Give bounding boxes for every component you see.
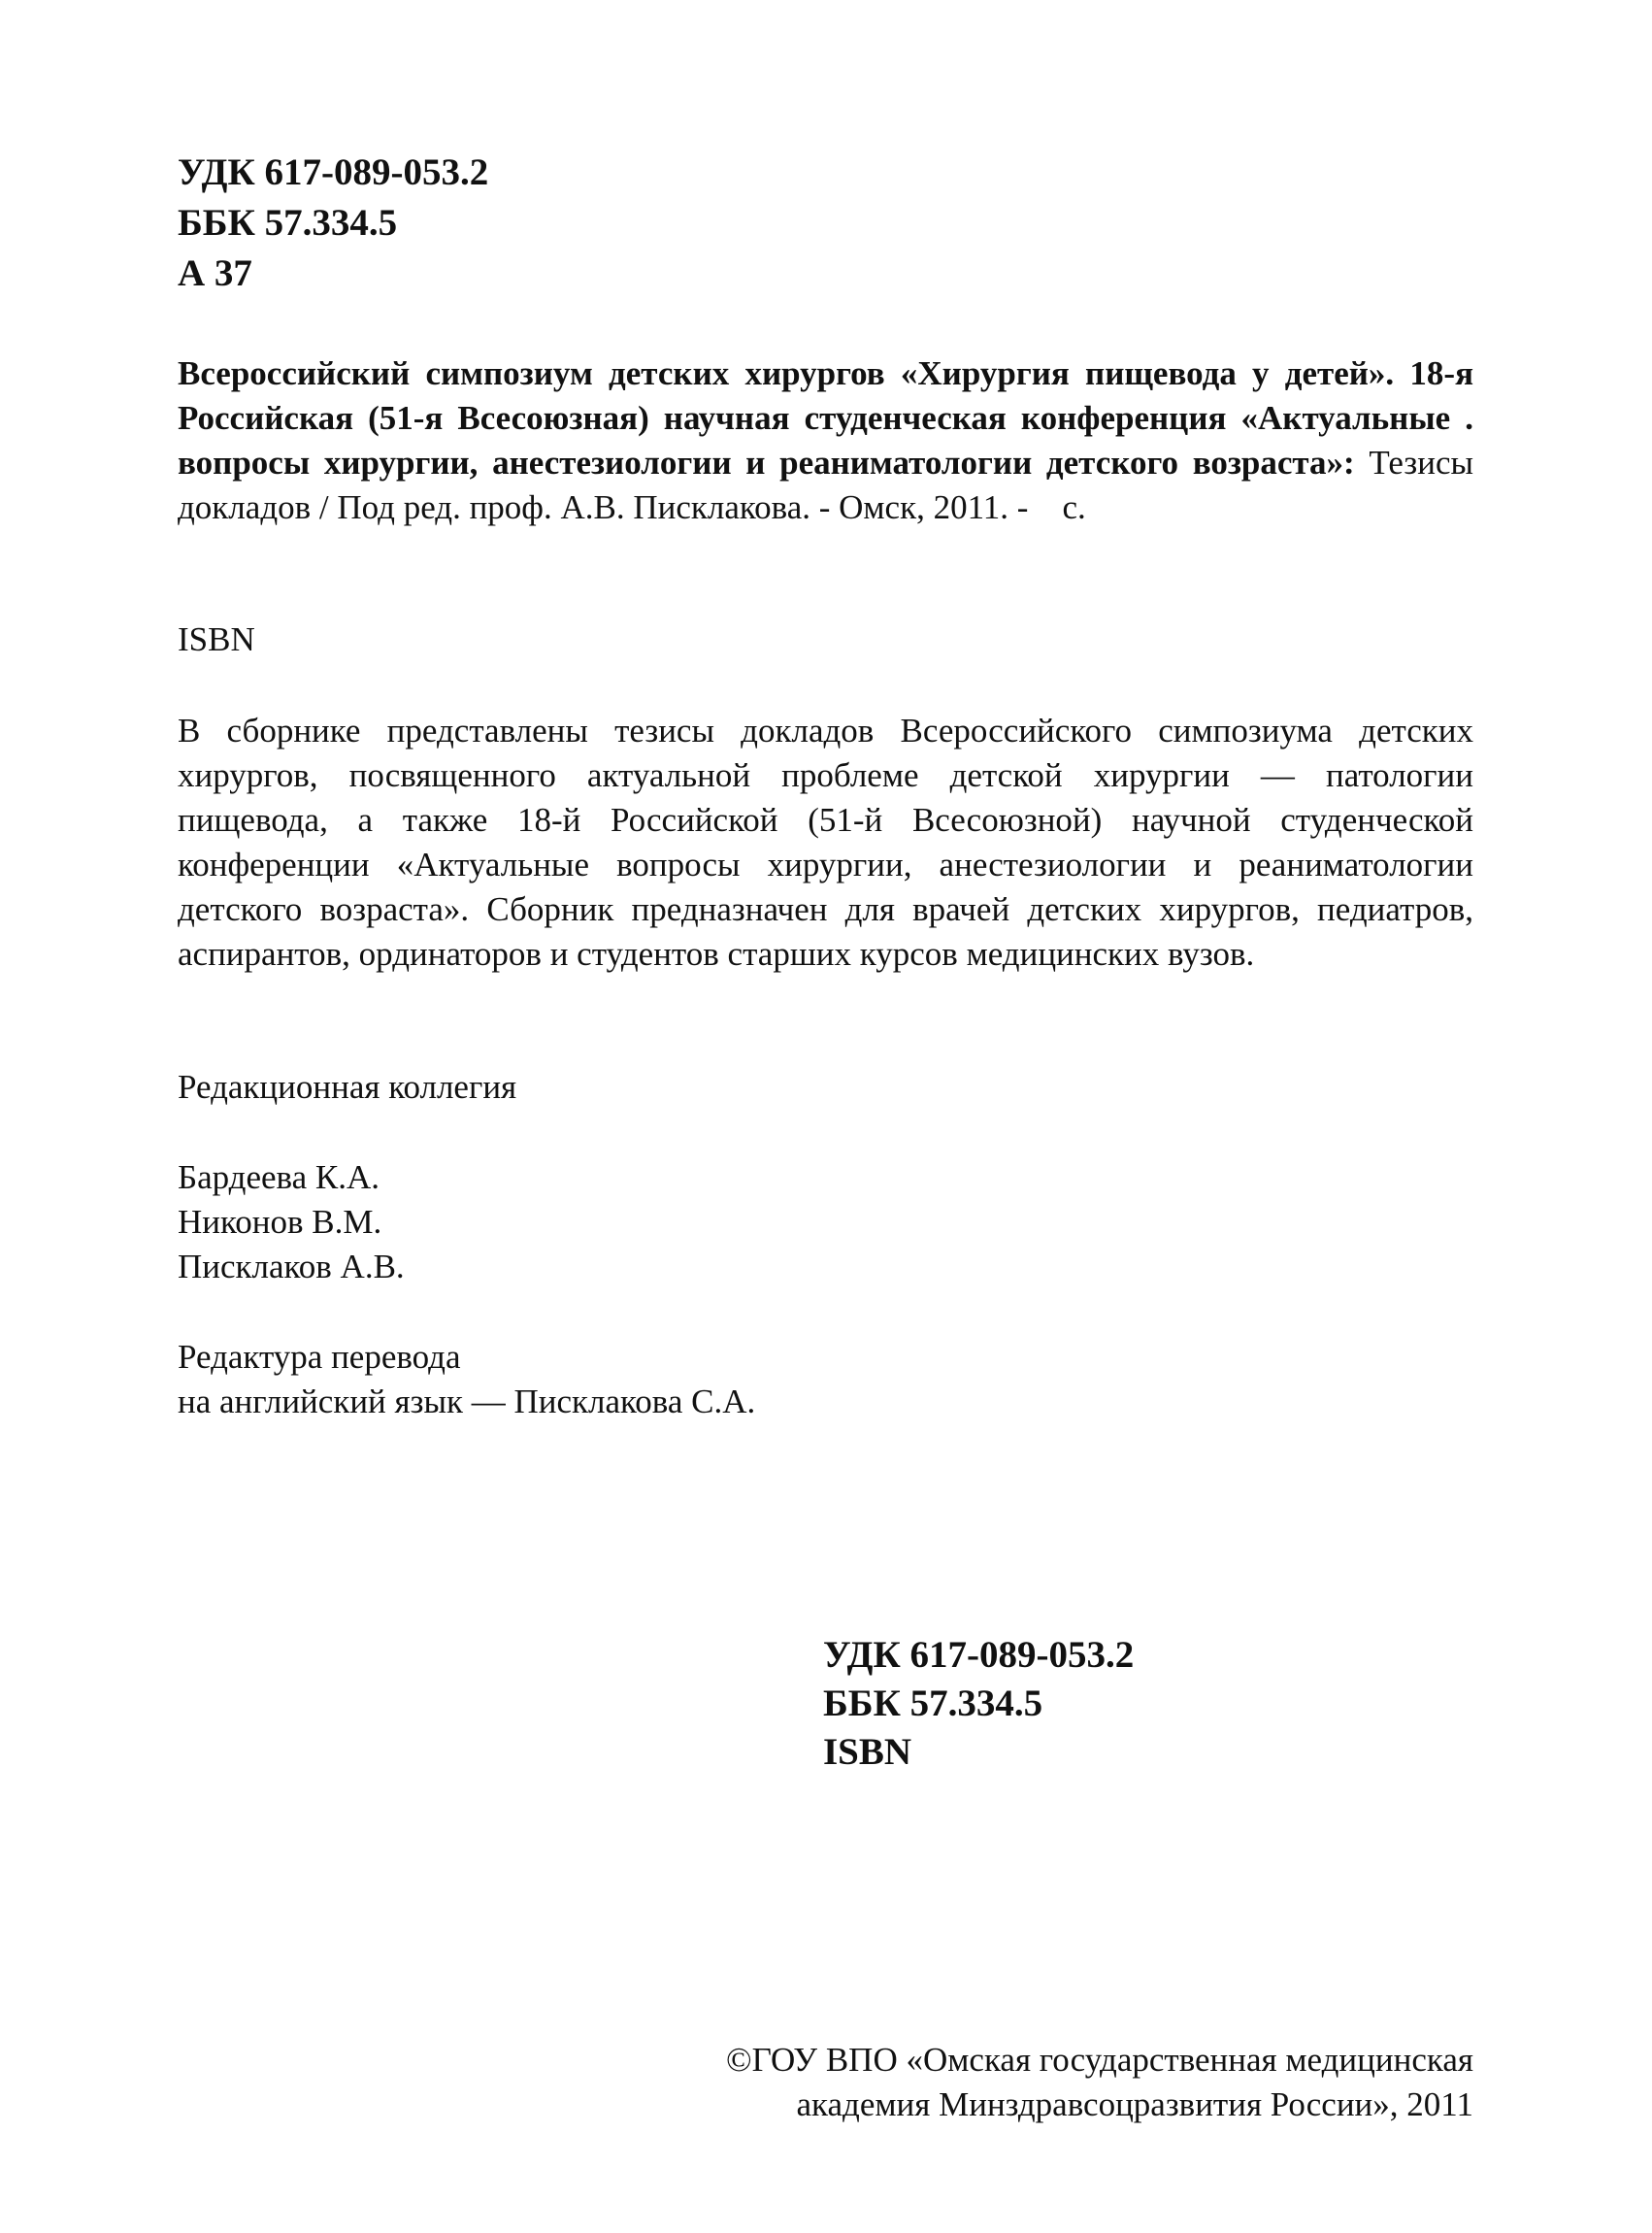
footer-bbk-code: ББК 57.334.5 (823, 1683, 1043, 1724)
bibliographic-record (178, 351, 1482, 530)
editorial-board-heading: Редакционная коллегия (178, 1068, 517, 1106)
copyright-line-1: ©ГОУ ВПО «Омская государственная медицинская (726, 2041, 1473, 2079)
editorial-board-member: Писклаков А.В. (178, 1248, 405, 1285)
footer-udk-code: УДК 617-089-053.2 (823, 1634, 1135, 1676)
translation-editor-name: на английский язык — Писклакова С.А. (178, 1383, 756, 1420)
translation-editor-heading: Редактура перевода (178, 1338, 461, 1376)
isbn-label: ISBN (178, 620, 255, 658)
translation-editor-block (178, 1335, 755, 1424)
header-classification-block (178, 148, 488, 299)
editorial-board-member: Бардеева К.А. (178, 1158, 380, 1196)
footer-classification-block (823, 1631, 1134, 1777)
abstract-paragraph: В сборнике представлены тезисы докладов Всероссийского симпозиума детских хирургов, посвященного актуальной проблеме детской хирургии — патологии пищевода, а также 18-й Российской (51-й Всесоюзной) научной студенческой конференции «Актуальные вопросы хирургии, анестезиологии и реаниматологии детского возраста». Сборник предназначен для врачей детских хирургов, педиатров, аспирантов, ординаторов и студентов старших курсов медицинских вузов. (178, 712, 1473, 973)
copyright-notice (726, 2038, 1473, 2127)
bbk-code: ББК 57.334.5 (178, 202, 398, 244)
editorial-board-member: Никонов В.М. (178, 1203, 382, 1241)
bibliographic-details: Тезисы докладов / Под ред. проф. А.В. Писклакова. - Омск, 2011. - с. (178, 444, 1482, 526)
udk-code: УДК 617-089-053.2 (178, 151, 489, 193)
author-mark: А 37 (178, 252, 252, 294)
footer-isbn-label: ISBN (823, 1731, 912, 1773)
editorial-board-list (178, 1155, 405, 1289)
bibliographic-title: Всероссийский симпозиум детских хирургов «Хирургия пищевода у детей». 18-я Российская (51-я Всесоюзная) научная студенческая конференция «Актуальные . вопросы хирургии, анестезиологии и реаниматологии детского возраста»: (178, 354, 1473, 482)
copyright-line-2: академия Минздравсоцразвития России», 2011 (796, 2085, 1473, 2123)
